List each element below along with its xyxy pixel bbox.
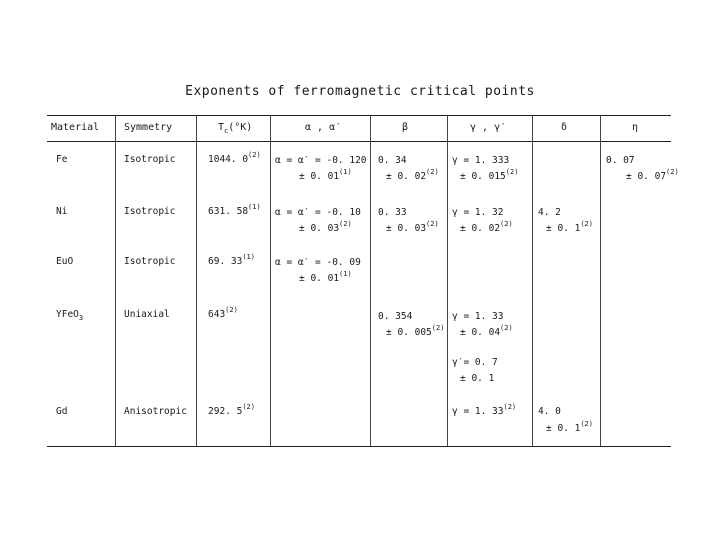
cell-gamma-prime-yfeo3-line1: γ′= 0. 7 xyxy=(452,357,498,368)
cell-beta-yfeo3-line1: 0. 354 xyxy=(378,311,413,322)
eta-error: ± 0. 07 xyxy=(626,171,667,182)
alpha-error: ± 0. 01 xyxy=(299,171,340,182)
alpha-ref: (1) xyxy=(339,270,352,278)
cell-alpha-fe-line2 xyxy=(299,168,352,183)
gamma-error: ± 0. 02 xyxy=(460,223,501,234)
gamma-ref: (2) xyxy=(500,324,513,332)
cell-alpha-fe-line1: α = α′ = -0. 120 xyxy=(275,155,367,166)
cell-alpha-ni-line2 xyxy=(299,220,352,235)
beta-error: ± 0. 005 xyxy=(386,327,432,338)
header-bottom-rule xyxy=(47,141,671,142)
cell-symmetry-fe: Isotropic xyxy=(124,154,176,165)
header-material: Material xyxy=(51,122,100,133)
cell-beta-ni-line2 xyxy=(386,220,439,235)
alpha-error: ± 0. 01 xyxy=(299,273,340,284)
header-alpha: α , α′ xyxy=(305,122,342,133)
header-symmetry: Symmetry xyxy=(124,122,173,133)
cell-gamma-ni-line2 xyxy=(460,220,513,235)
tc-value: 69. 33 xyxy=(208,256,243,267)
gamma-ref: (2) xyxy=(503,403,517,411)
column-divider xyxy=(115,115,116,446)
cell-symmetry-gd: Anisotropic xyxy=(124,406,187,417)
tc-value: 631. 58 xyxy=(208,206,249,217)
cell-symmetry-yfeo3: Uniaxial xyxy=(124,309,170,320)
material-name: YFeO xyxy=(56,309,79,320)
alpha-ref: (1) xyxy=(339,168,352,176)
eta-ref: (2) xyxy=(666,168,679,176)
cell-material-yfeo3 xyxy=(56,309,83,321)
cell-alpha-euo-line1: α = α′ = -0. 09 xyxy=(275,257,361,268)
cell-beta-fe-line1: 0. 34 xyxy=(378,155,407,166)
header-tc-subscript: c xyxy=(224,127,229,135)
tc-ref: (2) xyxy=(248,151,261,159)
tc-ref: (1) xyxy=(248,203,261,211)
delta-ref: (2) xyxy=(580,420,593,428)
cell-delta-gd-line2 xyxy=(546,420,593,435)
material-subscript: 3 xyxy=(78,314,84,322)
cell-symmetry-ni: Isotropic xyxy=(124,206,176,217)
gamma-ref: (2) xyxy=(505,168,519,176)
header-gamma: γ , γ′ xyxy=(470,122,507,133)
tc-value: 292. 5 xyxy=(208,406,243,417)
column-divider xyxy=(196,115,197,446)
column-divider xyxy=(600,115,601,446)
header-tc xyxy=(218,122,252,134)
cell-tc-ni xyxy=(208,203,261,218)
cell-beta-ni-line1: 0. 33 xyxy=(378,207,407,218)
header-eta: η xyxy=(632,122,639,133)
column-divider xyxy=(270,115,271,446)
header-tc-unit: (°K) xyxy=(228,122,253,133)
cell-eta-fe-line2 xyxy=(626,168,679,183)
cell-alpha-euo-line2 xyxy=(299,270,352,285)
cell-gamma-prime-yfeo3-line2: ± 0. 1 xyxy=(460,373,495,384)
cell-gamma-gd-line1 xyxy=(452,403,517,418)
gamma-ref: (2) xyxy=(500,220,513,228)
alpha-ref: (2) xyxy=(339,220,352,228)
gamma-error: ± 0. 04 xyxy=(460,327,501,338)
header-beta: β xyxy=(402,122,409,133)
delta-error: ± 0. 1 xyxy=(546,423,581,434)
gamma-error: ± 0. 015 xyxy=(460,171,506,182)
cell-beta-yfeo3-line2 xyxy=(386,324,445,339)
cell-gamma-fe-line2 xyxy=(460,168,519,183)
gamma-value: γ = 1. 33 xyxy=(452,406,504,417)
cell-gamma-ni-line1: γ = 1. 32 xyxy=(452,207,504,218)
cell-gamma-fe-line1: γ = 1. 333 xyxy=(452,155,510,166)
cell-tc-gd xyxy=(208,403,255,418)
cell-beta-fe-line2 xyxy=(386,168,439,183)
cell-gamma-yfeo3-line2 xyxy=(460,324,513,339)
beta-ref: (2) xyxy=(426,220,439,228)
cell-tc-fe xyxy=(208,151,261,166)
beta-ref: (2) xyxy=(431,324,445,332)
cell-material-euo: EuO xyxy=(56,256,74,267)
tc-value: 1044. 0 xyxy=(208,154,249,165)
cell-tc-euo xyxy=(208,253,255,268)
beta-error: ± 0. 03 xyxy=(386,223,427,234)
cell-material-fe: Fe xyxy=(56,154,68,165)
tc-ref: (2) xyxy=(242,403,255,411)
beta-ref: (2) xyxy=(426,168,439,176)
alpha-error: ± 0. 03 xyxy=(299,223,340,234)
table-bottom-rule xyxy=(47,446,671,447)
cell-alpha-ni-line1: α = α′ = -0. 10 xyxy=(275,207,361,218)
cell-symmetry-euo: Isotropic xyxy=(124,256,176,267)
table-title: Exponents of ferromagnetic critical points xyxy=(185,84,535,99)
delta-error: ± 0. 1 xyxy=(546,223,581,234)
cell-material-ni: Ni xyxy=(56,206,68,217)
tc-ref: (1) xyxy=(242,253,255,261)
beta-error: ± 0. 02 xyxy=(386,171,427,182)
cell-tc-yfeo3 xyxy=(208,306,238,321)
tc-ref: (2) xyxy=(225,306,238,314)
table-top-rule xyxy=(47,115,671,116)
cell-delta-gd-line1: 4. 0 xyxy=(538,406,561,417)
cell-gamma-yfeo3-line1: γ = 1. 33 xyxy=(452,311,504,322)
cell-eta-fe-line1: 0. 07 xyxy=(606,155,635,166)
cell-delta-ni-line2 xyxy=(546,220,593,235)
cell-delta-ni-line1: 4. 2 xyxy=(538,207,561,218)
header-tc-symbol: T xyxy=(218,122,225,133)
tc-value: 643 xyxy=(208,309,226,320)
column-divider xyxy=(447,115,448,446)
column-divider xyxy=(532,115,533,446)
column-divider xyxy=(370,115,371,446)
cell-material-gd: Gd xyxy=(56,406,68,417)
delta-ref: (2) xyxy=(580,220,593,228)
header-delta: δ xyxy=(561,122,568,133)
